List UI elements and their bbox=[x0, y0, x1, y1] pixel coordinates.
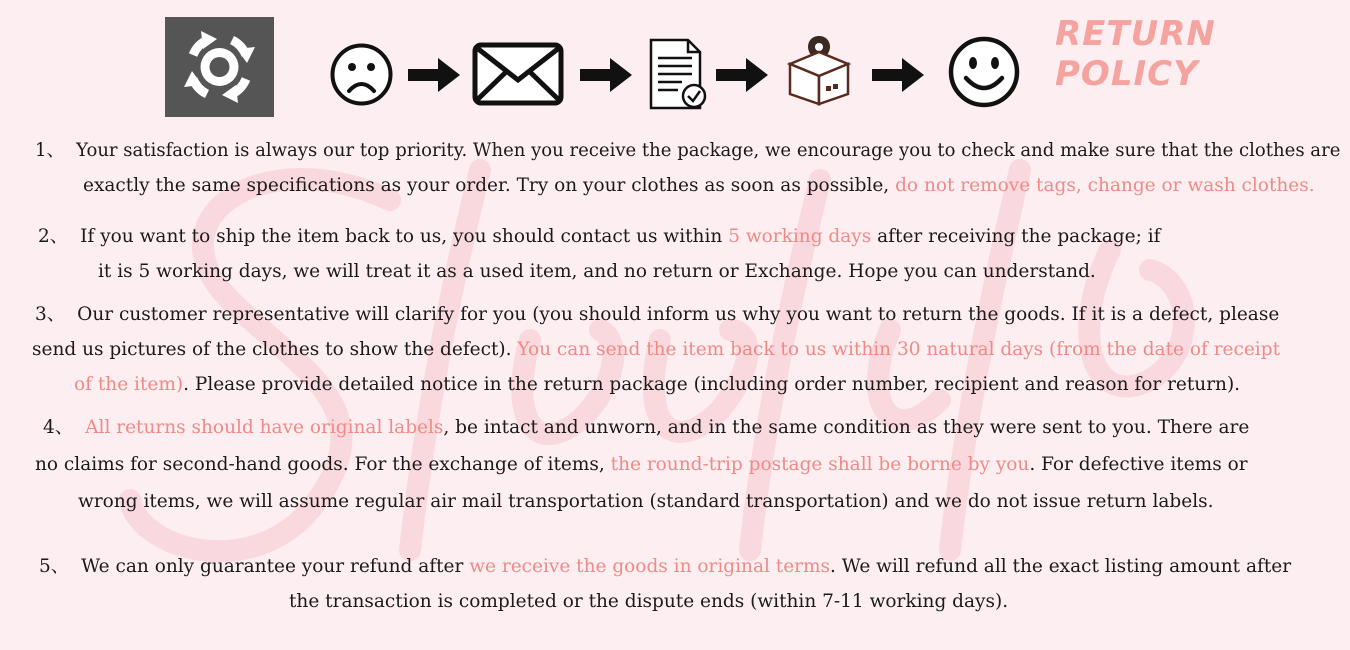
happy-face-icon bbox=[948, 36, 1020, 108]
policy-text: send us pictures of the clothes to show the defect). bbox=[32, 339, 518, 360]
policy-text: . Please provide detailed notice in the return package (including order number, recipient and reason for return). bbox=[183, 374, 1241, 395]
policy-line bbox=[32, 332, 1280, 367]
policy-line bbox=[83, 168, 1315, 203]
arrow-right-icon bbox=[580, 58, 632, 92]
item-number: 3、 bbox=[35, 304, 66, 325]
item-number: 4、 bbox=[43, 417, 74, 438]
page-title: RETURN POLICY bbox=[1055, 14, 1216, 94]
envelope-icon bbox=[472, 42, 564, 106]
policy-text: no claims for second-hand goods. For the exchange of items, bbox=[35, 454, 611, 475]
item-number: 5、 bbox=[39, 556, 70, 577]
arrow-right-icon bbox=[872, 58, 924, 92]
sad-face-icon bbox=[330, 43, 393, 106]
policy-text: wrong items, we will assume regular air mail transportation (standard transportation) and we do not issue return labels. bbox=[78, 491, 1214, 512]
policy-line bbox=[38, 219, 1160, 254]
policy-text: . For defective items or bbox=[1029, 454, 1248, 475]
item-number: 2、 bbox=[38, 226, 69, 247]
policy-line bbox=[43, 410, 1249, 445]
arrow-right-icon bbox=[408, 58, 460, 92]
policy-line bbox=[35, 133, 1340, 168]
policy-line bbox=[289, 584, 1008, 619]
policy-text: the transaction is completed or the dispute ends (within 7-11 working days). bbox=[289, 591, 1009, 612]
policy-highlight: 5 working days bbox=[728, 226, 872, 247]
policy-line bbox=[39, 549, 1291, 584]
document-check-icon bbox=[648, 38, 708, 110]
policy-highlight: All returns should have original labels bbox=[85, 417, 444, 438]
policy-highlight: You can send the item back to us within 30 natural days (from the date of receipt bbox=[517, 339, 1281, 360]
policy-text: Our customer representative will clarify for you (you should inform us why you want to return the goods. If it is a defect, please bbox=[77, 304, 1280, 325]
policy-line bbox=[78, 484, 1214, 519]
policy-highlight: do not remove tags, change or wash clothes. bbox=[895, 175, 1315, 196]
item-number: 1、 bbox=[35, 140, 65, 161]
policy-text: We can only guarantee your refund after bbox=[81, 556, 470, 577]
package-location-icon bbox=[786, 34, 852, 106]
policy-highlight: we receive the goods in original terms bbox=[469, 556, 831, 577]
policy-highlight: of the item) bbox=[74, 374, 184, 395]
policy-line bbox=[35, 447, 1248, 482]
policy-text: . We will refund all the exact listing amount after bbox=[830, 556, 1292, 577]
policy-text: after receiving the package; if bbox=[871, 226, 1161, 247]
policy-text: exactly the same specifications as your order. Try on your clothes as soon as possible, bbox=[83, 175, 896, 196]
refresh-icon bbox=[165, 17, 274, 117]
policy-text: , be intact and unworn, and in the same condition as they were sent to you. There are bbox=[443, 417, 1250, 438]
policy-text: it is 5 working days, we will treat it as a used item, and no return or Exchange. Hope you can understand. bbox=[98, 261, 1096, 282]
policy-text: Your satisfaction is always our top priority. When you receive the package, we encourage you to check and make sure that the clothes are bbox=[76, 140, 1341, 161]
policy-text: If you want to ship the item back to us, you should contact us within bbox=[80, 226, 729, 247]
policy-line bbox=[35, 297, 1279, 332]
policy-line bbox=[98, 254, 1096, 289]
policy-line bbox=[74, 367, 1240, 402]
policy-highlight: the round-trip postage shall be borne by you bbox=[610, 454, 1030, 475]
arrow-right-icon bbox=[716, 58, 768, 92]
